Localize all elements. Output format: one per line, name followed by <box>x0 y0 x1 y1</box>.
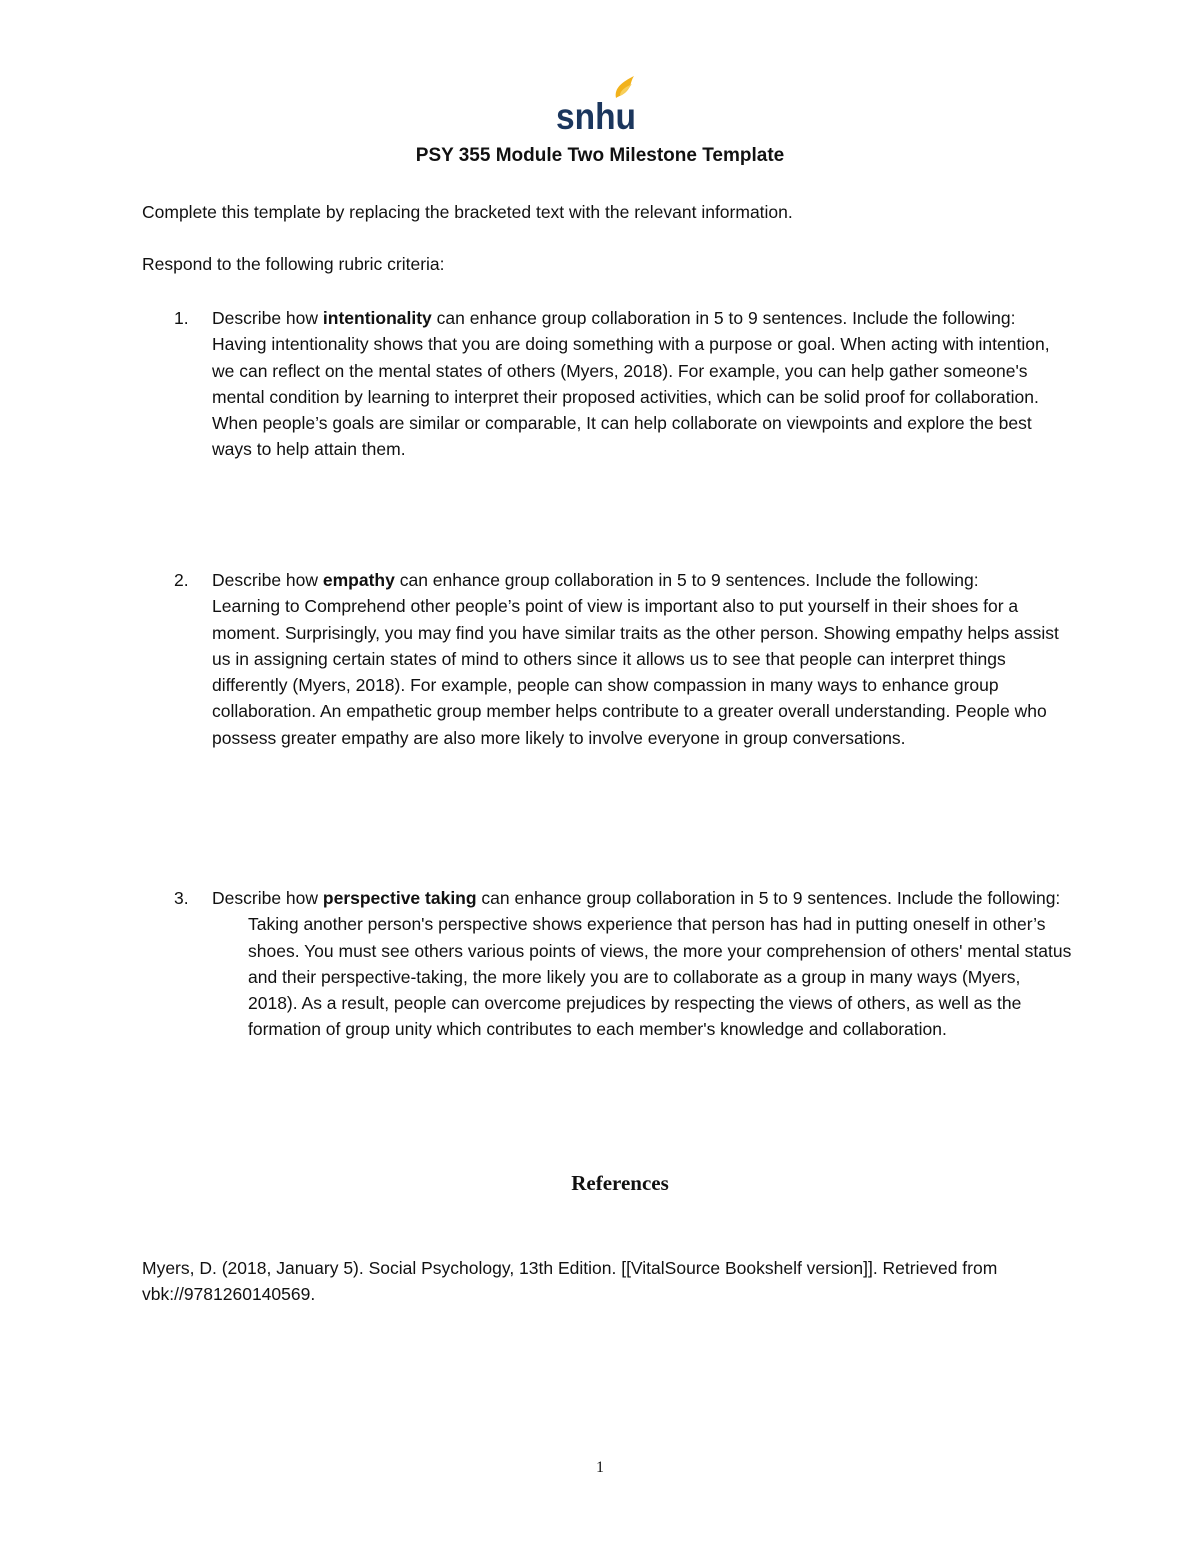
item-keyword: perspective taking <box>322 888 477 908</box>
item-content <box>212 305 1072 463</box>
snhu-logo <box>556 74 640 132</box>
rubric-item-perspective-taking <box>142 885 1072 1043</box>
item-number: 1. <box>174 308 189 328</box>
respond-text: Respond to the following rubric criteria: <box>142 254 445 274</box>
page-title: PSY 355 Module Two Milestone Template <box>415 145 785 166</box>
flame-icon <box>616 76 634 98</box>
item-answer: Taking another person's perspective shows experience that person has had in putting oneself in other’s shoes. You must see others various points of views, the more your comprehension of others' mental status and their perspective-taking, the more likely you are to collaborate as a group in many ways (Myers, 2018). As a result, people can overcome prejudices by respecting the views of others, as well as the formation of group unity which contributes to each member's knowledge and collaboration. <box>248 914 1072 1040</box>
rubric-item-empathy <box>142 567 1072 751</box>
item-answer: Having intentionality shows that you are doing something with a purpose or goal. When acting with intention, we can reflect on the mental states of others (Myers, 2018). For example, you can help gather someone's mental condition by learning to interpret their proposed activities, which can be solid proof for collaboration. When people’s goals are similar or comparable, It can help collaborate on viewpoints and explore the best ways to help attain them. <box>212 334 1050 460</box>
item-prompt-start: Describe how <box>212 308 323 328</box>
item-prompt-end: can enhance group collaboration in 5 to 9 sentences. Include the following: <box>431 308 1016 328</box>
item-answer: Learning to Comprehend other people’s point of view is important also to put yourself in their shoes for a moment. Surprisingly, you may find you have similar traits as the other person. Showing empathy helps assist us in assigning certain states of mind to others since it allows us to see that people can interpret things differently (Myers, 2018). For example, people can show compassion in many ways to enhance group collaboration. An empathetic group member helps contribute to a greater overall understanding. People who possess greater empathy are also more likely to involve everyone in group conversations. <box>212 596 1059 748</box>
references-heading: References <box>571 1171 669 1195</box>
item-prompt-end: can enhance group collaboration in 5 to 9 sentences. Include the following: <box>476 888 1061 908</box>
intro-text: Complete this template by replacing the bracketed text with the relevant information. <box>142 202 793 222</box>
logo-wordmark: snhu <box>556 96 636 132</box>
item-number: 3. <box>174 888 189 908</box>
item-content <box>212 567 1072 751</box>
item-keyword: empathy <box>322 570 395 590</box>
item-prompt-end: can enhance group collaboration in 5 to 9 sentences. Include the following: <box>394 570 979 590</box>
rubric-item-intentionality <box>142 305 1072 463</box>
page-number: 1 <box>596 1459 604 1476</box>
item-content <box>212 885 1072 1043</box>
item-keyword: intentionality <box>322 308 432 328</box>
item-number: 2. <box>174 570 189 590</box>
item-prompt-start: Describe how <box>212 888 323 908</box>
item-prompt-start: Describe how <box>212 570 323 590</box>
reference-entry: Myers, D. (2018, January 5). Social Psychology, 13th Edition. [[VitalSource Bookshelf version]]. Retrieved from vbk://9781260140569. <box>142 1258 998 1305</box>
snhu-logo-graphic <box>556 74 640 132</box>
